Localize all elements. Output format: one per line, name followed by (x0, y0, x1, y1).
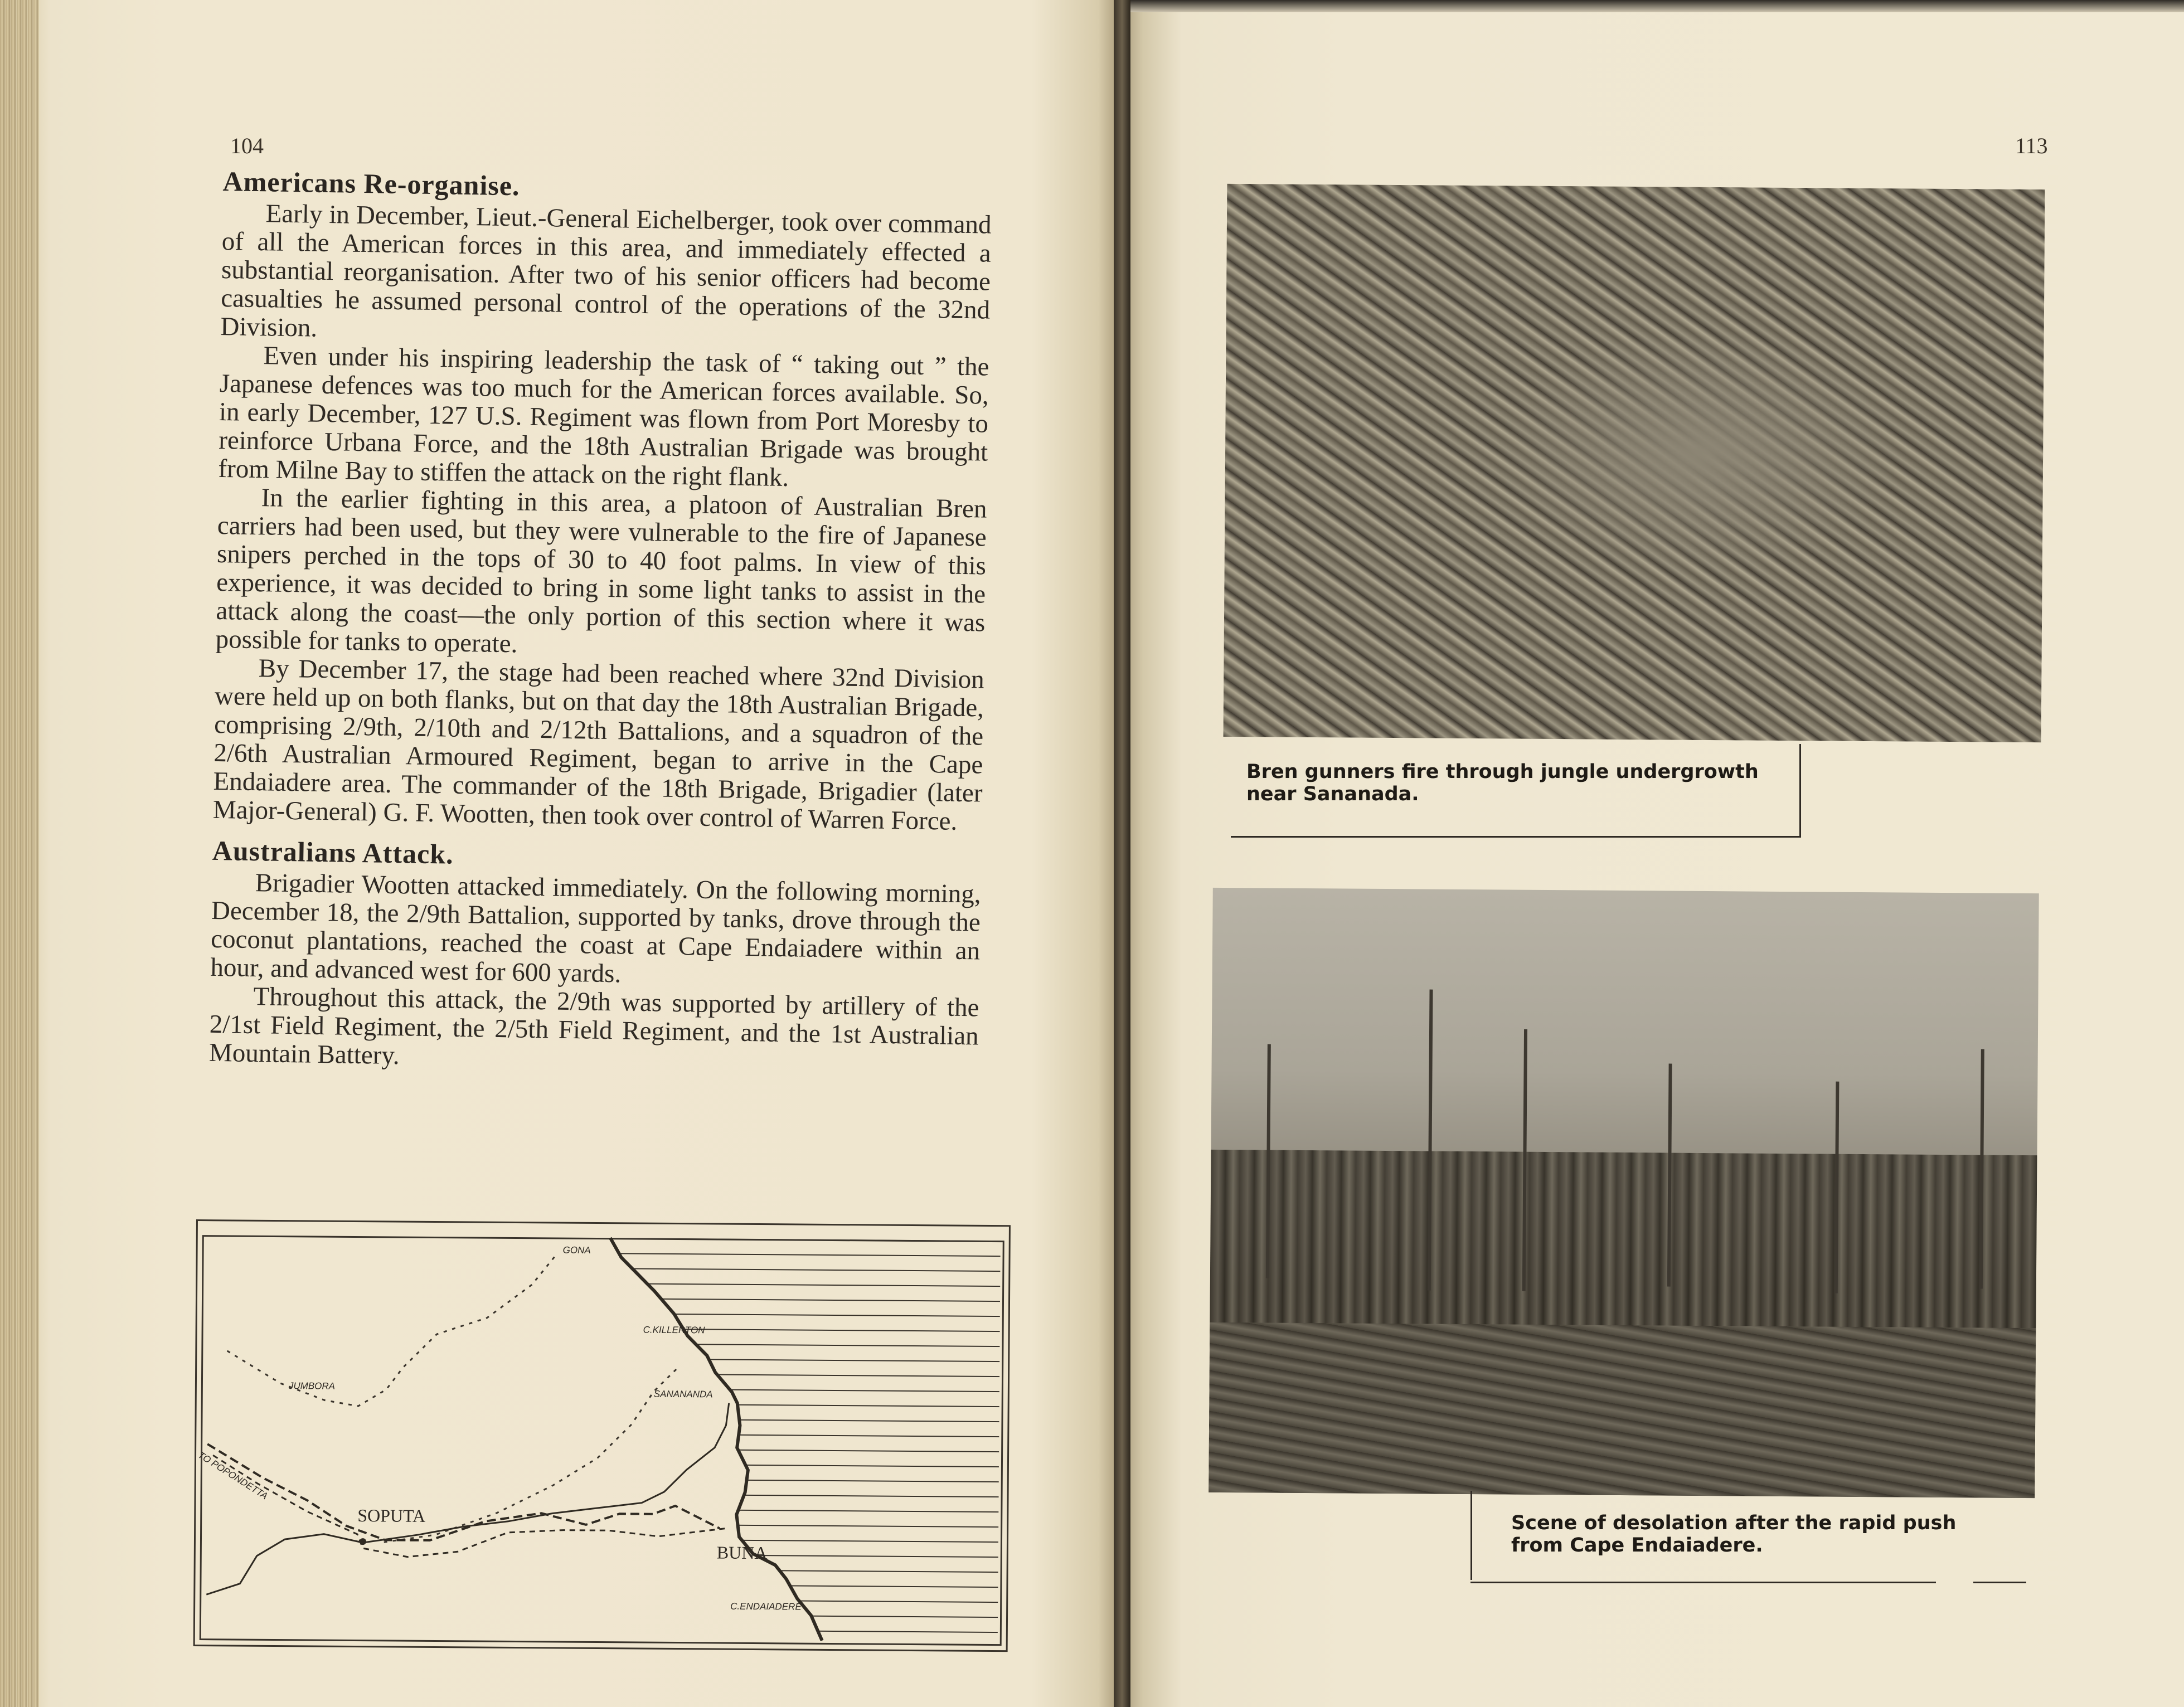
page-top-shadow (1120, 0, 2184, 12)
page-number-right: 113 (2015, 133, 2048, 158)
map-label-sananada: SANANANDA (653, 1388, 713, 1400)
page-edges (0, 0, 39, 1707)
text-column (209, 167, 992, 1079)
map-label-killerton: C.KILLERTON (643, 1324, 705, 1336)
page-number-left: 104 (230, 133, 264, 158)
paragraph: Throughout this attack, the 2/9th was supported by artillery of the 2/1st Field Regiment, the 2/5th Field Regiment, and the 1st Australian Mountain Battery. (208, 982, 979, 1071)
road-dashed (212, 1455, 726, 1559)
map-label-jumbora: JUMBORA (288, 1380, 336, 1392)
caption-desolation: Scene of desolation after the rapid push from Cape Endaiadere. (1511, 1512, 1957, 1557)
map-label-gona: GONA (562, 1244, 591, 1256)
map-label-soputa: SOPUTA (357, 1505, 426, 1526)
buna-area-map (193, 1219, 1011, 1652)
caption-box-desolation (1470, 1491, 2007, 1580)
section-heading-australians: Australians Attack. (212, 834, 454, 870)
section-heading-americans: Americans Re-organise. (222, 166, 520, 202)
caption-rule (1470, 1582, 1936, 1583)
caption-rule (1973, 1582, 2026, 1583)
paragraph: In the earlier fighting in this area, a platoon of Australian Bren carriers had been used, but they were vulnerable to the fire of Japanese snipers perched in the tops of 30 to 40 foot palms. In view of this experience, it was decided to bring in some light tanks to assist in the attack along the coast—the only portion of this section where it was possible for tanks to operate. (215, 483, 987, 659)
map-label-popondetta: TO POPONDETTA (196, 1450, 270, 1502)
map-label-buna: BUNA (716, 1542, 768, 1563)
photo-bren-gunners (1224, 184, 2045, 742)
book-spine (1114, 0, 1130, 1707)
paragraph: By December 17, the stage had been reached where 32nd Division were held up on both flanks, but on that day the 18th Australian Brigade, comprising 2/9th, 2/10th and 2/12th Battalions, and a squadron of the 2/6th Australian Armoured Regiment, began to arrive in the Cape Endaiadere area. The commander of the 18th Brigade, Brigadier (later Major-General) G. F. Wootten, then took over control of Warren Force. (212, 654, 985, 836)
road-dashed (207, 1444, 720, 1542)
paragraph: Early in December, Lieut.-General Eichelberger, took over command of all the American forces in this area, and immediately effected a substantial reorganisation. After two of his senior officers had become casualties he assumed personal control of the operations of the 32nd Division. (220, 199, 992, 343)
soputa-marker (360, 1538, 366, 1545)
sea-area (608, 1238, 1001, 1642)
track-dotted (225, 1254, 555, 1407)
paragraph: Even under his inspiring leadership the task of “ taking out ” the Japanese defences was too much for the American forces available. So, in early December, 127 U.S. Regiment was flown from Port Moresby to reinforce Urbana Force, and the 18th Australian Brigade was brought from Milne Bay to stiffen the attack on the right flank. (218, 341, 989, 493)
palm-treeline (1210, 1150, 2037, 1339)
map-drawing (195, 1221, 1009, 1650)
cleared-ground (1209, 1322, 2036, 1498)
map-label-endaiadere: C.ENDAIADERE (730, 1601, 802, 1612)
paragraph: Brigadier Wootten attacked immediately. On the following morning, December 18, the 2/9th Battalion, supported by tanks, drove through the coconut plantations, reached the coast at Cape Endaiadere within an hour, and advanced west for 600 yards. (210, 868, 982, 989)
photo-desolation (1209, 888, 2039, 1498)
caption-box-bren (1231, 744, 1801, 838)
caption-bren-gunners: Bren gunners fire through jungle undergrowth near Sananada. (1246, 761, 1759, 805)
